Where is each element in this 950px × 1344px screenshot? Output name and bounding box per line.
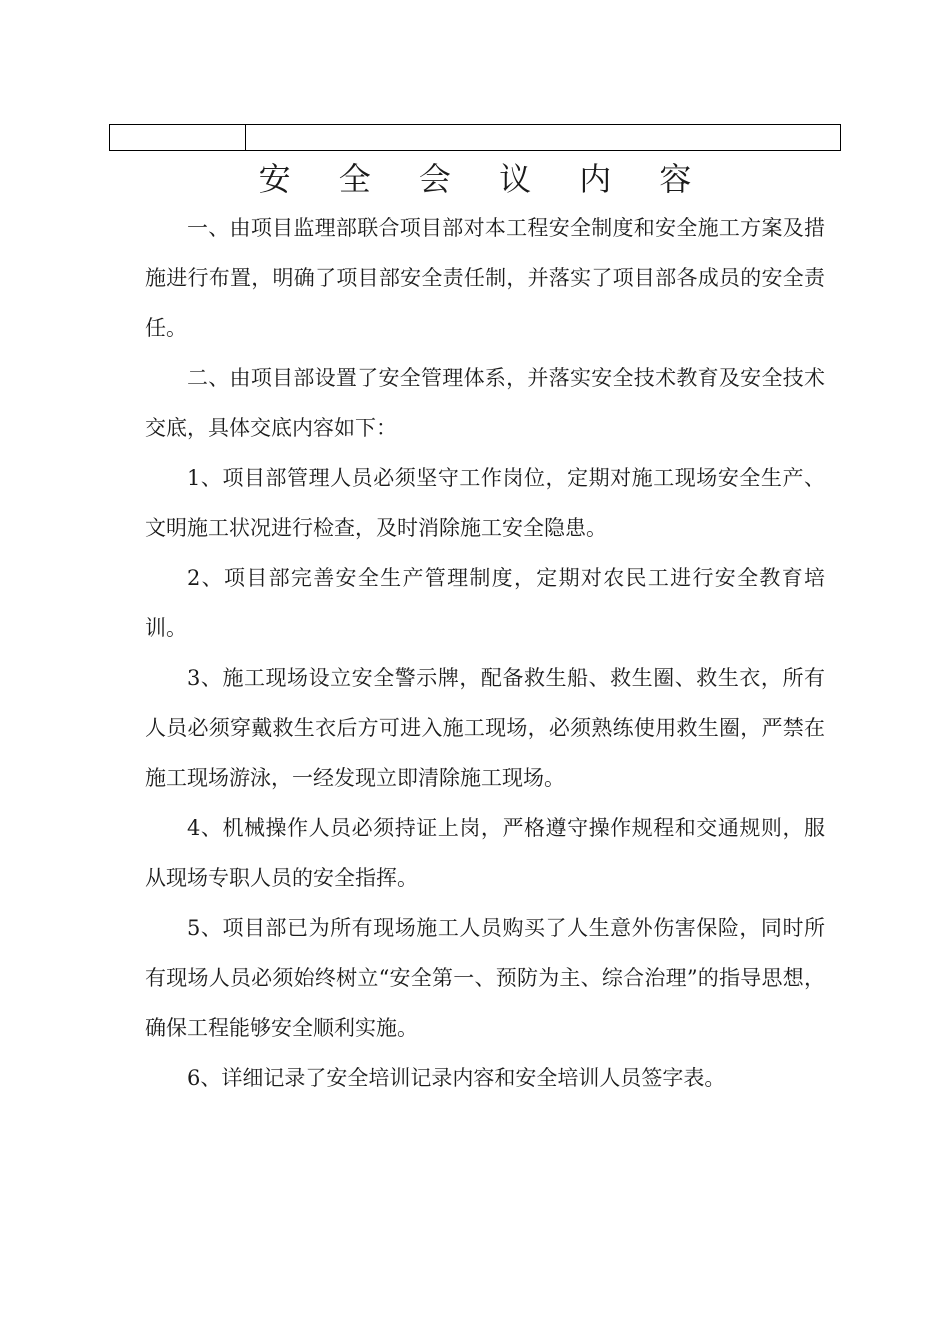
paragraph-item-6: 6、详细记录了安全培训记录内容和安全培训人员签字表。 bbox=[187, 1066, 726, 1090]
document-body bbox=[145, 203, 825, 1103]
paragraph-2: 二、由项目部设置了安全管理体系，并落实安全技术教育及安全技术交底，具体交底内容如下： bbox=[145, 366, 825, 440]
header-table bbox=[109, 124, 841, 151]
paragraph-item-3: 3、施工现场设立安全警示牌，配备救生船、救生圈、救生衣，所有人员必须穿戴救生衣后方可进入施工现场，必须熟练使用救生圈，严禁在施工现场游泳，一经发现立即清除施工现场。 bbox=[145, 666, 825, 790]
header-table-divider bbox=[245, 125, 246, 150]
paragraph-1: 一、由项目监理部联合项目部对本工程安全制度和安全施工方案及措施进行布置，明确了项目部安全责任制，并落实了项目部各成员的安全责任。 bbox=[145, 216, 825, 340]
page-title: 安 全 会 议 内 容 bbox=[258, 160, 711, 198]
paragraph-item-4: 4、机械操作人员必须持证上岗，严格遵守操作规程和交通规则，服从现场专职人员的安全指挥。 bbox=[145, 816, 825, 890]
paragraph-item-2: 2、项目部完善安全生产管理制度，定期对农民工进行安全教育培训。 bbox=[145, 566, 825, 640]
paragraph-item-1: 1、项目部管理人员必须坚守工作岗位，定期对施工现场安全生产、文明施工状况进行检查，及时消除施工安全隐患。 bbox=[145, 466, 825, 540]
paragraph-item-5: 5、项目部已为所有现场施工人员购买了人生意外伤害保险，同时所有现场人员必须始终树立“安全第一、预防为主、综合治理”的指导思想，确保工程能够安全顺利实施。 bbox=[145, 916, 825, 1040]
